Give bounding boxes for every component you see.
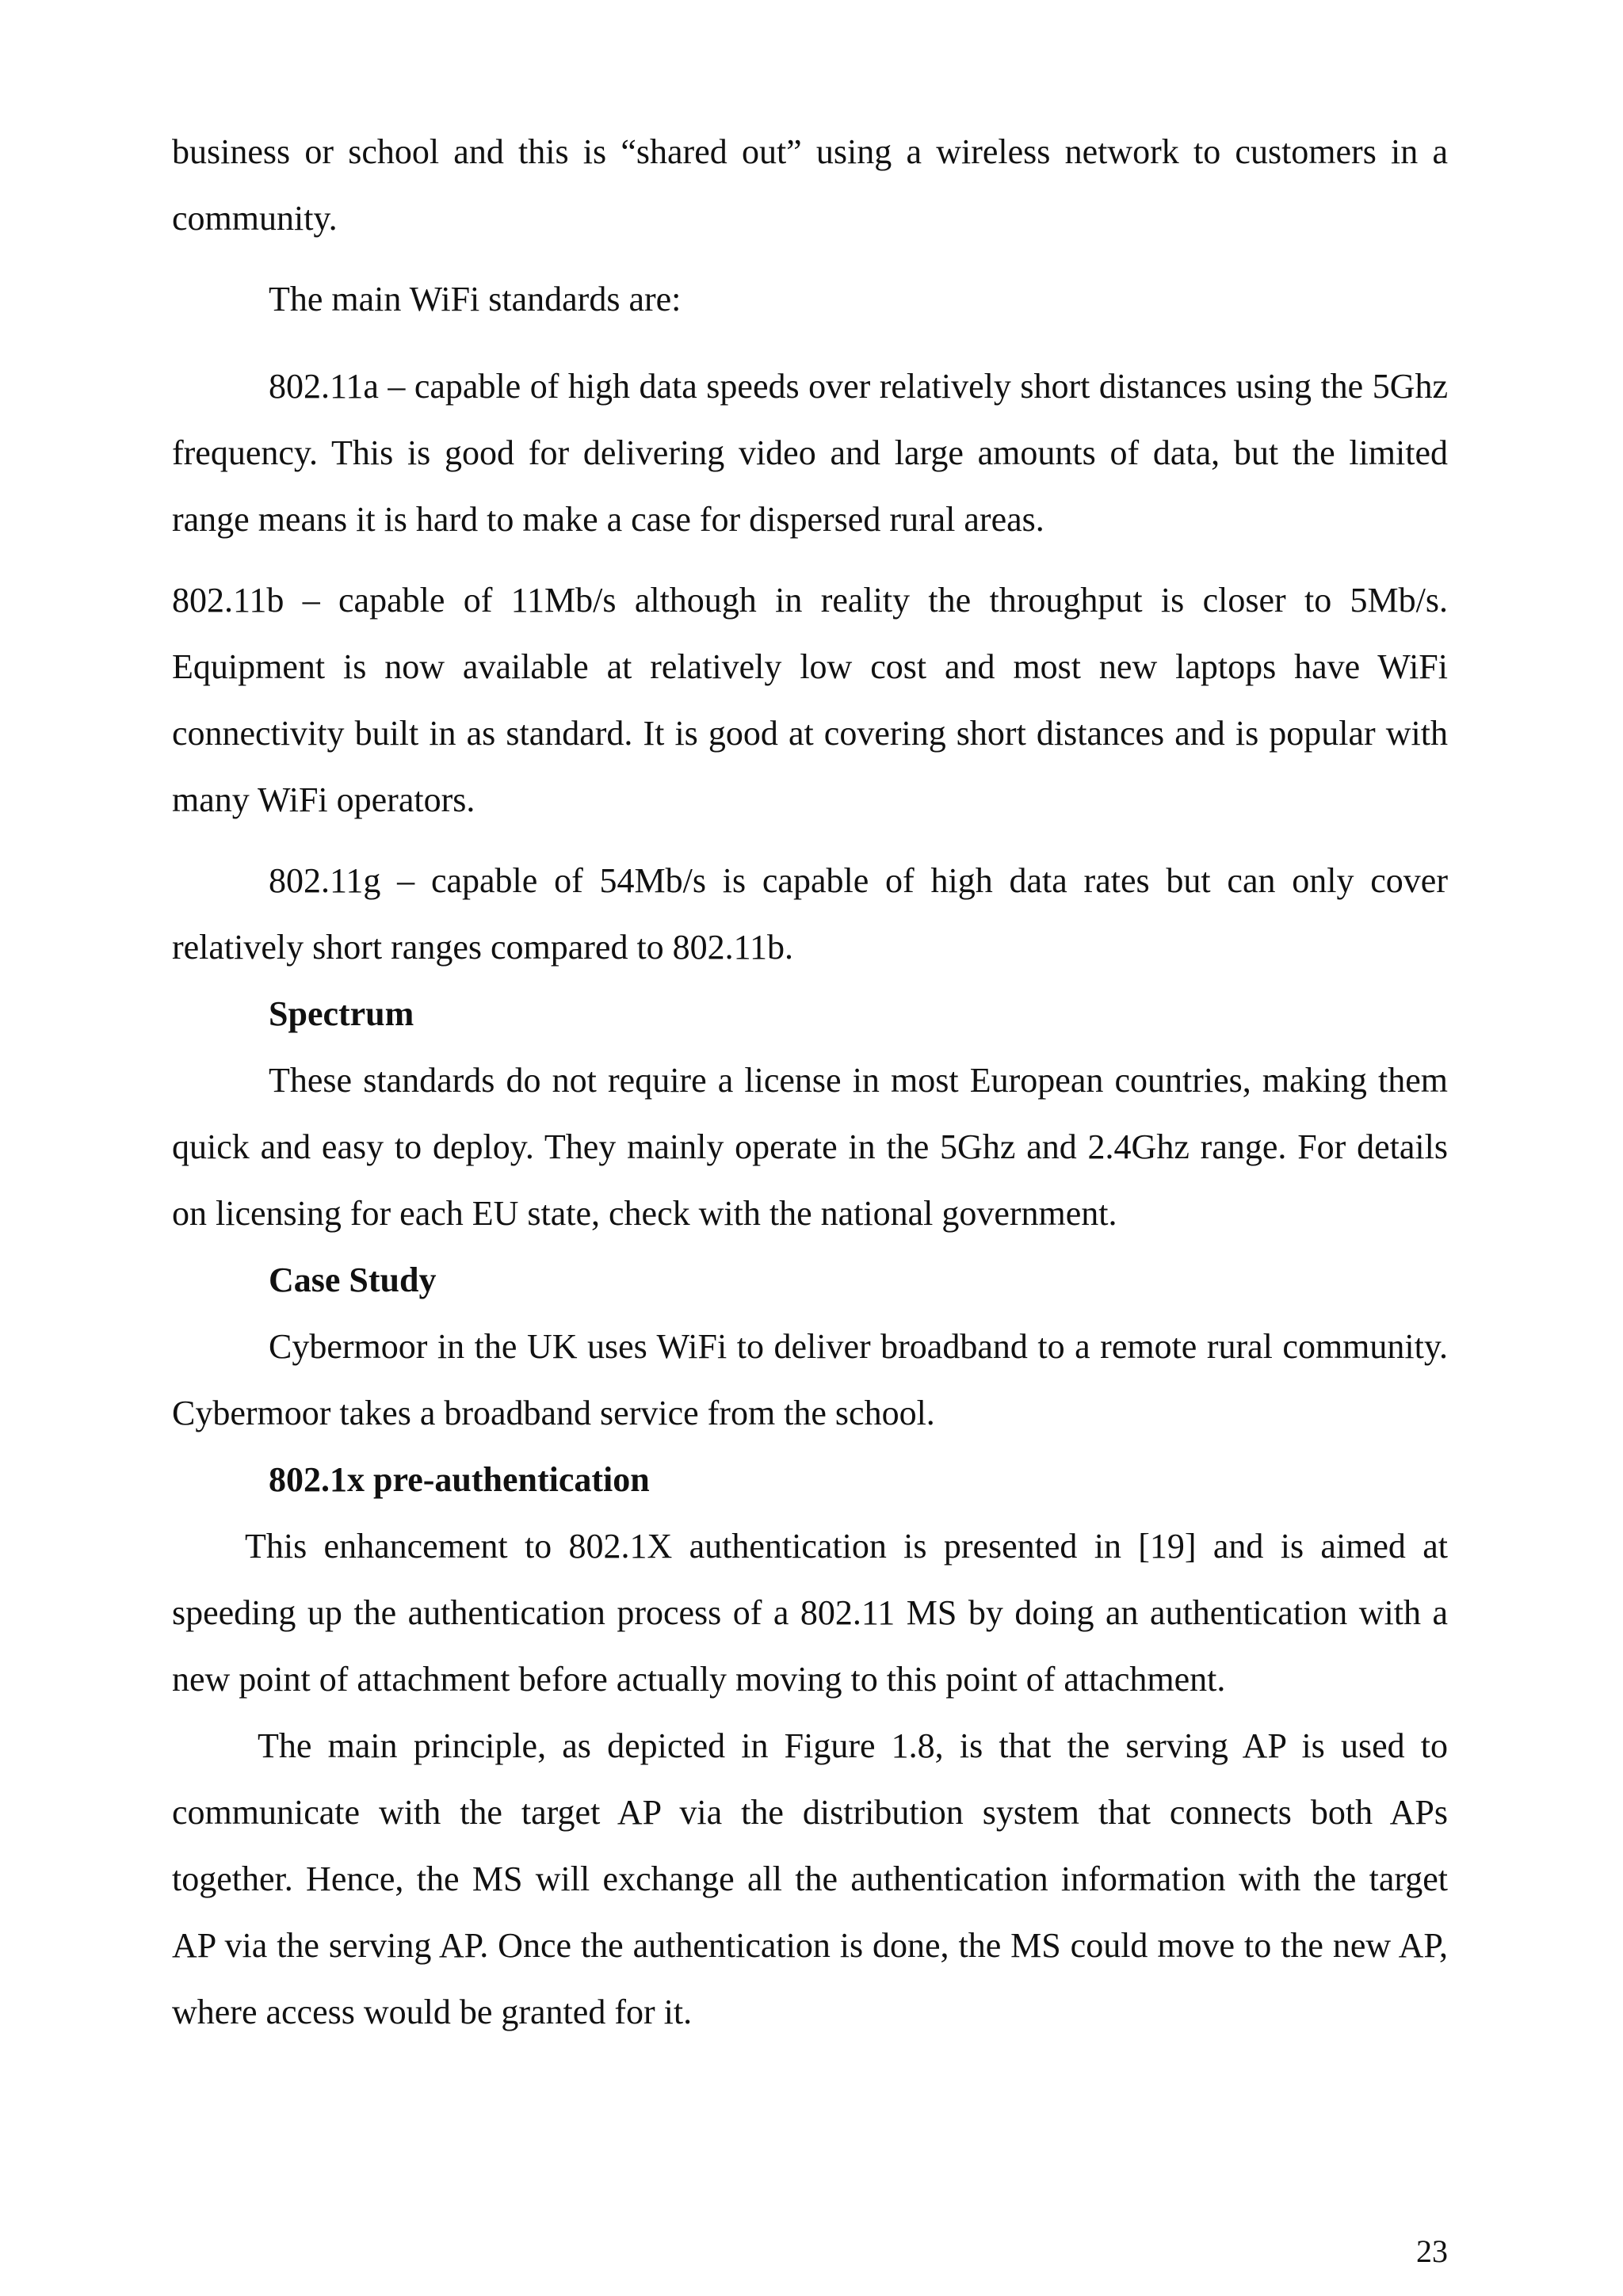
paragraph-spectrum: These standards do not require a license in most European countries, making them quick and easy to deploy. They mainly operate in the 5Ghz and 2.4Ghz range. For details on licensing for each EU state, check with the national government. — [172, 1061, 1448, 1233]
paragraph-preauth-enhancement: This enhancement to 802.1X authentication is presented in [19] and is aimed at speeding up the authentication process of a 802.11 MS by doing an authentication with a new point of attachment before actually moving to this point of attachment. — [172, 1527, 1448, 1699]
paragraph-intro: business or school and this is “shared out” using a wireless network to customers in a community. — [172, 132, 1448, 238]
heading-spectrum: Spectrum — [269, 994, 414, 1033]
paragraph-preauth-principle: The main principle, as depicted in Figure 1.8, is that the serving AP is used to communicate with the target AP via the distribution system that connects both APs together. Hence, the MS will exchange all the authentication information with the target AP via the serving AP. Once the authentication is done, the MS could move to the new AP, where access would be granted for it. — [172, 1726, 1448, 2031]
paragraph-case-study: Cybermoor in the UK uses WiFi to deliver broadband to a remote rural community. Cybermoor takes a broadband service from the school. — [172, 1327, 1448, 1432]
paragraph-wifi-standards-intro: The main WiFi standards are: — [269, 280, 682, 318]
paragraph-802-11b: 802.11b – capable of 11Mb/s although in reality the throughput is closer to 5Mb/s. Equipment is now available at relatively low cost and most new laptops have WiFi connectivity built in as standard. It is good at covering short distances and is popular with many WiFi operators. — [172, 581, 1448, 819]
page-number: 23 — [1416, 2233, 1448, 2269]
document-page — [172, 119, 1448, 2046]
paragraph-802-11a: 802.11a – capable of high data speeds over relatively short distances using the 5Ghz frequency. This is good for delivering video and large amounts of data, but the limited range means it is hard to make a case for dispersed rural areas. — [172, 367, 1448, 539]
heading-case-study: Case Study — [269, 1261, 437, 1299]
paragraph-802-11g: 802.11g – capable of 54Mb/s is capable of high data rates but can only cover relatively short ranges compared to 802.11b. — [172, 861, 1448, 967]
heading-preauth: 802.1x pre-authentication — [269, 1460, 650, 1499]
